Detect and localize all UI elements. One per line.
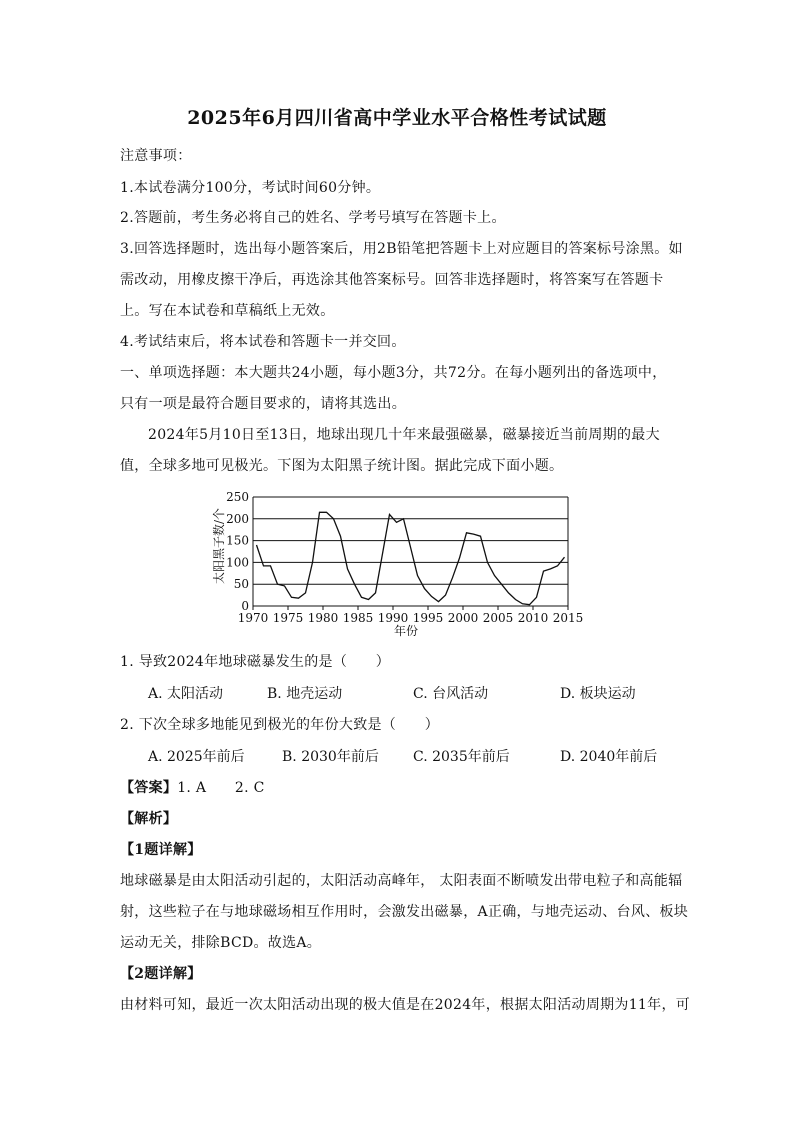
answer-line	[120, 778, 680, 798]
notice-item: 需改动，用橡皮擦干净后，再选涂其他答案标号。回答非选择题时，将答案写在答题卡	[120, 272, 664, 288]
notice-item: 1.本试卷满分100分，考试时间60分钟。	[120, 180, 381, 196]
section-heading: 只有一项是最符合题目要求的，请将其选出。	[120, 396, 406, 412]
answer-option[interactable]: A. 2025年前后	[148, 749, 245, 765]
page-title: 2025年6月四川省高中学业水平合格性考试试题	[187, 107, 607, 129]
y-tick-label: 100	[226, 555, 249, 570]
answer-option[interactable]: C. 台风活动	[413, 686, 489, 702]
chart-gridlines	[253, 497, 568, 606]
x-tick-label: 2015	[552, 611, 584, 625]
y-tick-labels	[226, 490, 249, 613]
x-tick-label: 2000	[447, 611, 479, 625]
answer-option[interactable]: B. 2030年前后	[282, 749, 379, 765]
x-axis-label: 年份	[393, 624, 419, 638]
intro-paragraph: 值，全球多地可见极光。下图为太阳黑子统计图。据此完成下面小题。	[120, 458, 564, 474]
x-tick-label: 1975	[272, 611, 304, 625]
notice-heading: 注意事项：	[120, 148, 192, 164]
y-tick-label: 0	[241, 599, 249, 613]
answer-option[interactable]: A. 太阳活动	[148, 686, 224, 702]
q1-detail-label: 【1题详解】	[120, 842, 202, 858]
x-tick-label: 1970	[237, 611, 269, 625]
x-tick-labels	[238, 611, 584, 625]
question-stem: 2. 下次全球多地能见到极光的年份大致是（ ）	[120, 717, 440, 733]
q1-detail-line: 射，这些粒子在与地球磁场相互作用时，会激发出磁暴，A正确，与地壳运动、台风、板块	[120, 904, 689, 920]
y-tick-label: 250	[226, 490, 249, 504]
x-tick-label: 2005	[482, 611, 514, 625]
notice-item: 4.考试结束后，将本试卷和答题卡一并交回。	[120, 334, 406, 350]
y-axis-label: 太阳黑子数/个	[212, 507, 226, 585]
notice-item: 2.答题前，考生务必将自己的姓名、学考号填写在答题卡上。	[120, 210, 506, 226]
y-tick-label: 150	[226, 533, 249, 548]
sunspot-series-line	[257, 512, 565, 604]
answer-label: 【答案】	[120, 780, 178, 796]
answer-text: 1. A 2. C	[177, 780, 265, 796]
x-tick-label: 1990	[377, 611, 409, 625]
analysis-label: 【解析】	[120, 811, 178, 827]
question-stem: 1. 导致2024年地球磁暴发生的是（ ）	[120, 654, 391, 670]
notice-item: 3.回答选择题时，选出每小题答案后，用2B铅笔把答题卡上对应题目的答案标号涂黑。如	[120, 241, 683, 257]
intro-paragraph: 2024年5月10日至13日，地球出现几十年来最强磁暴，磁暴接近当前周期的最大	[148, 427, 660, 443]
answer-option[interactable]: D. 板块运动	[560, 686, 636, 702]
chart-axes	[253, 497, 568, 610]
answer-option[interactable]: C. 2035年前后	[413, 749, 510, 765]
q1-detail-line: 地球磁暴是由太阳活动引起的，太阳活动高峰年， 太阳表面不断喷发出带电粒子和高能辐	[120, 873, 683, 889]
q1-detail-line: 运动无关，排除BCD。故选A。	[120, 935, 322, 951]
sunspot-chart	[205, 488, 590, 640]
y-tick-label: 50	[233, 577, 249, 592]
x-tick-label: 1980	[307, 611, 339, 625]
answer-option[interactable]: D. 2040年前后	[560, 749, 658, 765]
x-tick-label: 1985	[342, 611, 374, 625]
answer-option[interactable]: B. 地壳运动	[267, 686, 343, 702]
section-heading: 一、单项选择题：本大题共24小题，每小题3分，共72分。在每小题列出的备选项中，	[120, 365, 667, 381]
q2-detail-label: 【2题详解】	[120, 966, 202, 982]
q2-detail-line: 由材料可知，最近一次太阳活动出现的极大值是在2024年，根据太阳活动周期为11年，可	[120, 997, 691, 1013]
y-tick-label: 200	[226, 511, 249, 526]
x-tick-label: 2010	[517, 611, 549, 625]
notice-item: 上。写在本试卷和草稿纸上无效。	[120, 303, 335, 319]
x-tick-label: 1995	[412, 611, 444, 625]
